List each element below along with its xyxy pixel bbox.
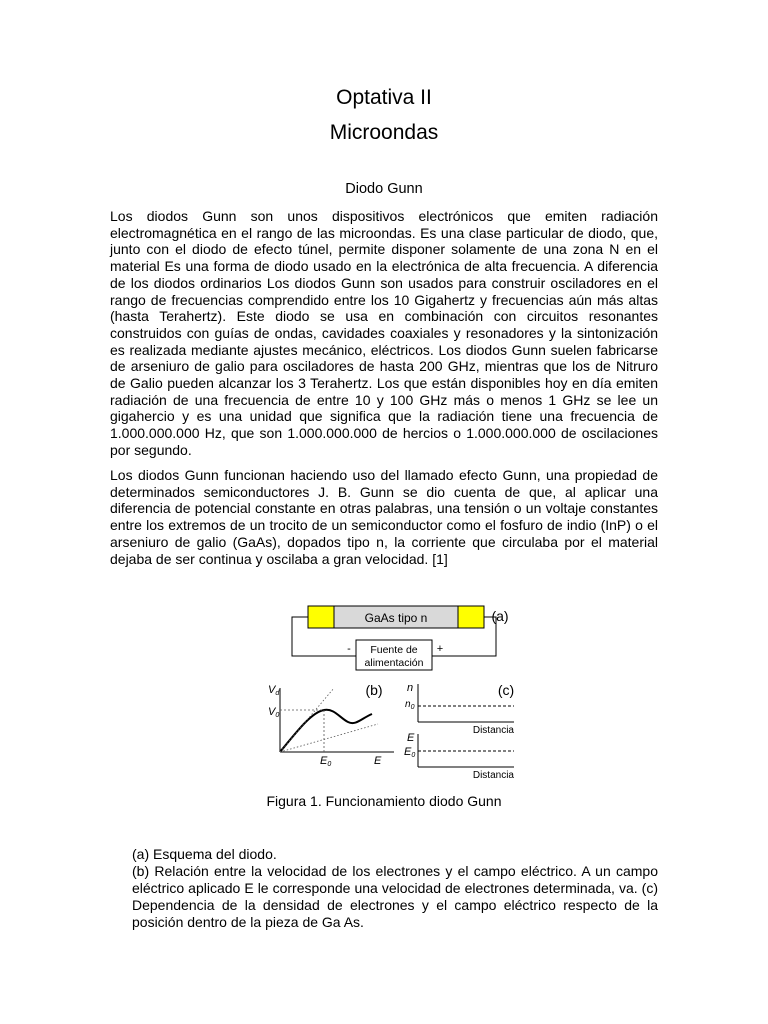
c-top-y-label: n bbox=[407, 682, 414, 694]
panel-a-label: (a) bbox=[491, 608, 509, 624]
note-b-c: (b) Relación entre la velocidad de los electrones y el campo eléctrico. A un campo eléctrico aplicado E le corresponde una velocidad de electrones determinada, va. (c) Dependencia de la densidad de electrones y el campo eléctrico respecto de la posición dentro de la pieza de Ga As. bbox=[132, 863, 658, 930]
paragraph-intro: Los diodos Gunn son unos dispositivos electrónicos que emiten radiación electromagnética en el rango de las microondas. Es una clase particular de diodo, que, junto con el diodo de efecto túnel, permite disponer solamente de una zona N en el material Es una forma de diodo usado en la electrónica de alta frecuencia. A diferencia de los diodos ordinarios Los diodos Gunn son usados para construir osciladores en el rango de frecuencias comprendido entre los 10 Gigahertz y frecuencias aún más altas (hasta Terahertz). Este diodo se usa en combinación con circuitos resonantes construidos con guías de ondas, cavidades coaxiales y resonadores y la sintonización es realizada mediante ajustes mecánico, eléctricos. Los diodos Gunn suelen fabricarse de arseniuro de galio para osciladores de hasta 200 GHz, mientras que los de Nitruro de Galio pueden alcanzar los 3 Terahertz. Los que están disponibles hoy en día emiten radiación de una frecuencia de entre 10 y 100 GHz más o menos 1 GHz se lee un gigahercio y es una unidad que significa que la radiación tiene una frecuencia de 1.000.000.000 Hz, que son 1.000.000.000 de hercios o 1.000.000.000 de oscilaciones por segundo. bbox=[110, 208, 658, 458]
b-x-axis-label: E bbox=[374, 755, 382, 767]
paragraph-gunn-effect: Los diodos Gunn funcionan haciendo uso del llamado efecto Gunn, una propiedad de determinados semiconductores J. B. Gunn se dio cuenta de que, al aplicar una diferencia de potencial constante en otras palabras, una tensión o un voltaje constantes entre los extremos de un trocito de un semiconductor como el fosfuro de indio (InP) o el arseniuro de galio (GaAs), dopados tipo n, la corriente que circulaba por el material dejaba de ser continua y oscilaba a gran velocidad. [1] bbox=[110, 467, 658, 567]
velocity-curve bbox=[280, 710, 372, 752]
c-top-x-label: Distancia bbox=[472, 725, 514, 736]
c-bottom-y-label: E bbox=[407, 732, 415, 744]
panel-a-diode-schematic bbox=[292, 606, 509, 670]
panel-c-label: (c) bbox=[497, 682, 515, 698]
panel-c-distance-plots bbox=[404, 682, 514, 781]
b-y-axis-label: Vd bbox=[268, 684, 280, 697]
panel-b-label: (b) bbox=[365, 682, 383, 698]
c-bottom-x-label: Distancia bbox=[472, 770, 514, 781]
plus-sign: + bbox=[436, 643, 444, 655]
panel-b-velocity-field-plot bbox=[268, 682, 394, 768]
b-v0-tick: V0 bbox=[268, 706, 280, 719]
gunn-diode-figure bbox=[268, 600, 520, 782]
b-e0-tick: E0 bbox=[320, 755, 332, 768]
c-top-n0-tick: $n_0$ bbox=[405, 699, 415, 711]
note-a: (a) Esquema del diodo. bbox=[132, 846, 277, 862]
left-electrode bbox=[308, 606, 334, 628]
figure-caption: Figura 1. Funcionamiento diodo Gunn bbox=[266, 793, 502, 809]
source-label-line2: alimentación bbox=[364, 657, 424, 669]
figure-notes bbox=[132, 846, 658, 931]
document-title: Optativa II bbox=[336, 86, 432, 109]
source-label-line1: Fuente de bbox=[370, 644, 418, 656]
minus-sign: - bbox=[347, 643, 351, 655]
right-electrode bbox=[458, 606, 484, 628]
material-label: GaAs tipo n bbox=[364, 611, 428, 625]
c-bottom-e0-tick: E0 bbox=[404, 746, 416, 759]
section-title: Diodo Gunn bbox=[345, 181, 423, 197]
b-saturation-line bbox=[280, 724, 378, 752]
document-subtitle: Microondas bbox=[329, 121, 439, 144]
